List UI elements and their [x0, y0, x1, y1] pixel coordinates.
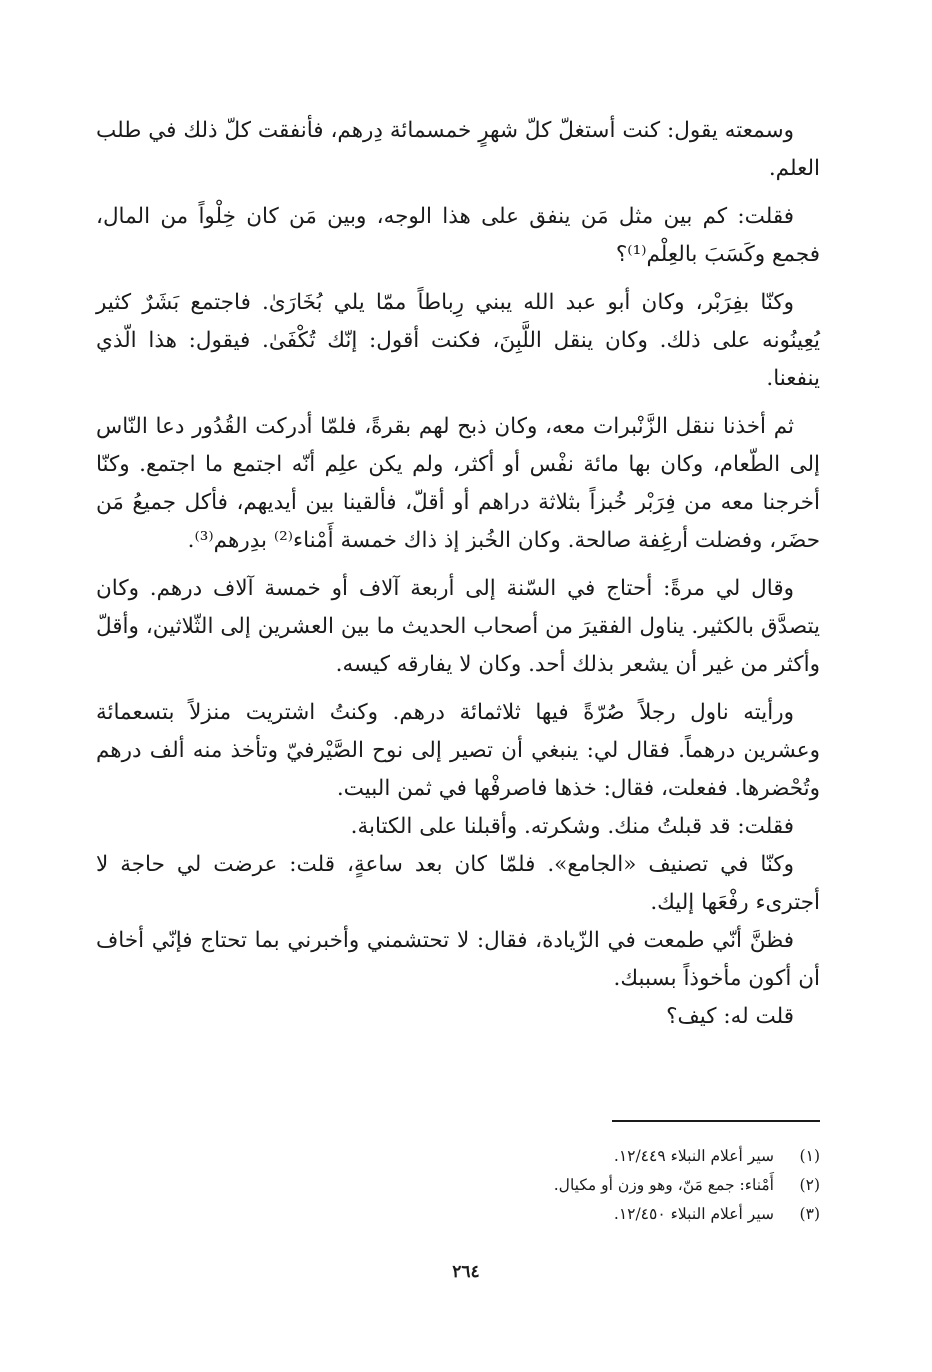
- main-text: [96, 112, 820, 1036]
- paragraph-4: ثم أخذنا ننقل الزَّنْبرات معه، وكان ذبح لهم بقرةً، فلمّا أدركت القُدُور دعا النّاس إلى الطّعام، وكان بها مائة نفْس أو أكثر، ولم يكن علِم أنّه اجتمع ما اجتمع. وكنّا أخرجنا معه من فِرَبْر خُبزاً بثلاثة دراهم أو أقلّ، فألقينا بين أيديهم، فأكل جميعُ مَن حضَر، وفضلت أرغِفة صالحة. وكان الخُبز إذ ذاك خمسة أَمْناء⁽²⁾ بدِرهم⁽³⁾.: [96, 414, 820, 553]
- paragraph-10: قلت له: كيف؟: [666, 1004, 794, 1029]
- footnote-item: [100, 1171, 820, 1200]
- paragraph-5: وقال لي مرةً: أحتاج في السّنة إلى أربعة آلاف أو خمسة آلاف درهم. وكان يتصدَّق بالكثير. يناول الفقيرَ من أصحاب الحديث ما بين العشرين إلى الثّلاثين، وأقلّ وأكثر من غير أن يشعر بذلك أحد. وكان لا يفارقه كيسه.: [96, 576, 820, 677]
- paragraph-8: وكنّا في تصنيف «الجامع». فلمّا كان بعد ساعةٍ، قلت: عرضت لي حاجة لا أجترىء رفْعَها إليك.: [96, 852, 820, 915]
- paragraph-7: فقلت: قد قبلتُ منك. وشكرته. وأقبلنا على الكتابة.: [350, 814, 794, 839]
- paragraph-3: وكنّا بفِرَبْر، وكان أبو عبد الله يبني رِباطاً ممّا يلي بُخَارَىٰ. فاجتمع بَشَرٌ كثير يُعِينُونه على ذلك. وكان ينقل اللَّبِنَ، فكنت أقول: إنّك تُكْفَىٰ. فيقول: هذا الّذي ينفعنا.: [96, 290, 820, 391]
- paragraph-2: فقلت: كم بين مثل مَن ينفق على هذا الوجه، وبين مَن كان خِلْواً من المال، فجمع وكَسَبَ بالعِلْم⁽¹⁾؟: [96, 204, 820, 267]
- footnote-text: أَمْناء: جمع مَنّ، وهو وزن أو مكيال.: [553, 1176, 774, 1194]
- footnote-item: [100, 1142, 820, 1171]
- footnote-text: سير أعلام النبلاء ١٢/٤٥٠.: [613, 1205, 774, 1223]
- footnotes: [100, 1142, 820, 1229]
- footnote-divider: [612, 1120, 820, 1122]
- paragraph-9: فظنَّ أنّي طمعت في الزّيادة، فقال: لا تحتشمني وأخبرني بما تحتاج فإنّي أخاف أن أكون مأخوذاً بسببك.: [96, 928, 820, 991]
- footnote-number: (٢): [799, 1176, 820, 1194]
- footnote-item: [100, 1200, 820, 1229]
- footnote-number: (١): [799, 1147, 820, 1165]
- paragraph-6: ورأيته ناول رجلاً صُرّةً فيها ثلاثمائة درهم. وكنتُ اشتريت منزلاً بتسعمائة وعشرين درهماً. فقال لي: ينبغي أن تصير إلى نوح الصَّيْرفيّ وتأخذ منه ألف درهم وتُحْضرها. ففعلت، فقال: خذها فاصرفْها في ثمن البيت.: [96, 700, 820, 801]
- footnote-text: سير أعلام النبلاء ١٢/٤٤٩.: [613, 1147, 774, 1165]
- paragraph-1: وسمعته يقول: كنت أستغلّ كلّ شهرٍ خمسمائة دِرهم، فأنفقت كلّ ذلك في طلب العلم.: [96, 118, 820, 181]
- page-number: ٢٦٤: [452, 1262, 480, 1282]
- footnote-number: (٣): [799, 1205, 820, 1223]
